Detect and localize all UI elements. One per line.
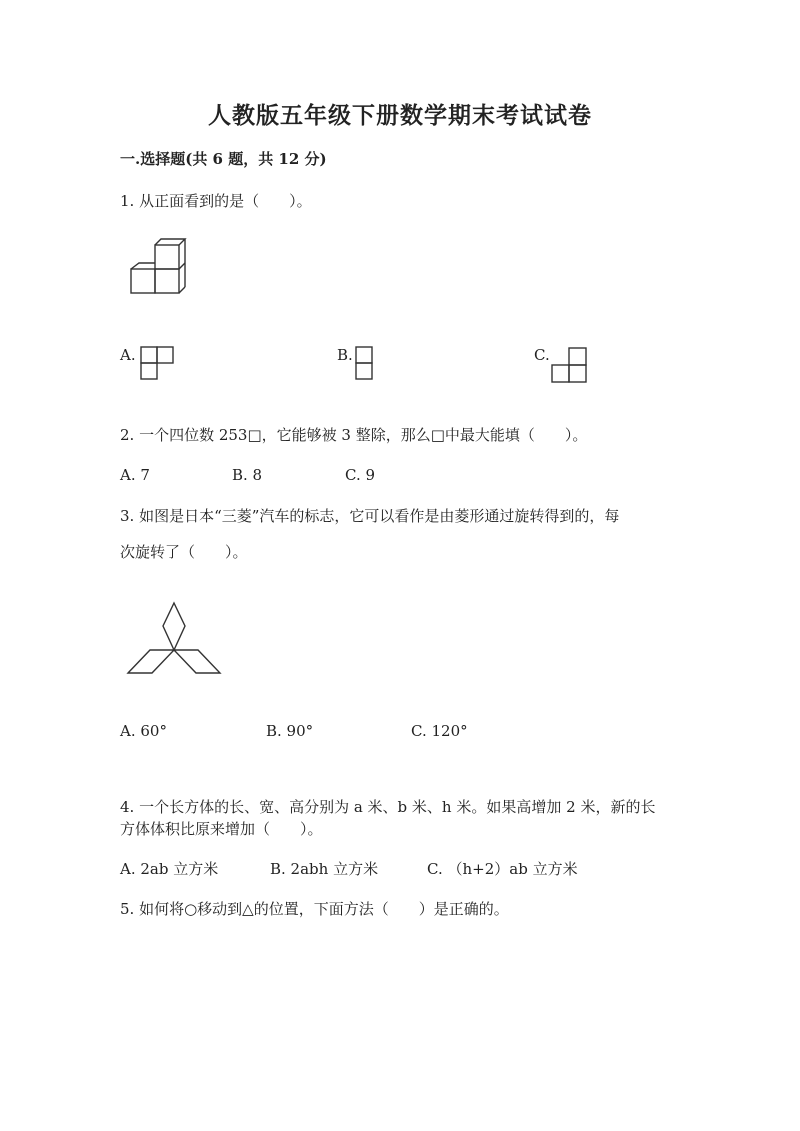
option-c-view-figure [551,347,591,383]
question-2-option-c: C. 9 [345,466,376,484]
mitsubishi-logo-figure [122,600,226,678]
question-4-text-line-2: 方体体积比原来增加（ ）。 [120,820,323,838]
question-1-cube-figure [128,243,188,295]
question-2-option-a: A. 7 [120,466,150,484]
question-3-option-c: C. 120° [411,722,468,740]
question-1-option-b: B. [337,346,353,364]
question-4-option-c: C. （h+2）ab 立方米 [427,860,578,878]
question-3-option-a: A. 60° [120,722,167,740]
question-3-option-b: B. 90° [266,722,314,740]
question-2-text: 2. 一个四位数 253□，它能够被 3 整除，那么□中最大能填（ ）。 [120,426,588,444]
question-3-text-line-2: 次旋转了（ ）。 [120,543,248,561]
question-1-option-a: A. [120,346,136,364]
page-title: 人教版五年级下册数学期末考试试卷 [208,102,592,129]
question-4-option-a: A. 2ab 立方米 [120,860,219,878]
question-2-option-b: B. 8 [232,466,263,484]
option-a-view-figure [140,346,176,382]
question-4-option-b: B. 2abh 立方米 [270,860,379,878]
question-3-text-line-1: 3. 如图是日本“三菱”汽车的标志，它可以看作是由菱形通过旋转得到的，每 [120,507,620,525]
question-1-text: 1. 从正面看到的是（ ）。 [120,192,312,210]
question-4-text-line-1: 4. 一个长方体的长、宽、高分别为 a 米、b 米、h 米。如果高增加 2 米，新的长 [120,798,656,816]
question-5-text: 5. 如何将○移动到△的位置，下面方法（ ）是正确的。 [120,900,509,918]
question-1-option-c: C. [534,346,550,364]
section-heading: 一.选择题(共 6 题，共 12 分) [120,150,327,168]
option-b-view-figure [355,346,375,382]
